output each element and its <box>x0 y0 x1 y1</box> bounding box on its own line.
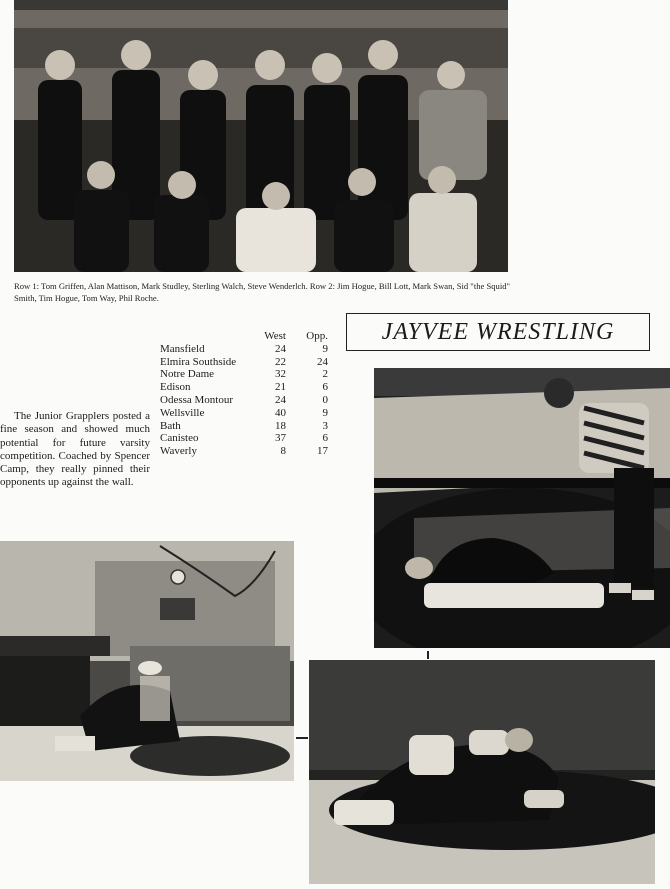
opponent-name: Odessa Montour <box>160 393 234 406</box>
opp-score: 2 <box>322 368 328 381</box>
divider-tick <box>427 651 429 659</box>
referee-photo <box>374 368 670 648</box>
opp-score: 3 <box>322 419 328 432</box>
west-score: 32 <box>275 368 286 381</box>
score-row <box>160 394 330 407</box>
header-opp: Opp. <box>306 330 328 342</box>
score-table <box>160 330 340 458</box>
west-score: 21 <box>275 381 286 394</box>
opp-score: 6 <box>322 432 328 445</box>
west-score: 18 <box>275 419 286 432</box>
opponent-name: Wellsville <box>160 406 205 419</box>
opp-score: 24 <box>317 355 328 368</box>
section-title: JAYVEE WRESTLING <box>381 318 615 345</box>
divider-dash <box>296 737 308 739</box>
score-row <box>160 343 330 356</box>
west-score: 40 <box>275 406 286 419</box>
opp-score: 17 <box>317 445 328 458</box>
score-row <box>160 356 330 369</box>
west-score: 24 <box>275 342 286 355</box>
header-west: West <box>264 330 286 342</box>
score-header-row <box>160 330 330 343</box>
opp-score: 9 <box>322 342 328 355</box>
opponent-name: Canisteo <box>160 432 199 445</box>
header-team <box>160 330 252 343</box>
section-title-box <box>346 313 650 351</box>
season-summary-text: The Junior Grapplers posted a fine season and showed much potential for future varsity competition. Coached by Spencer Camp, they really pinned their opponents up against the wall. <box>0 410 150 489</box>
opponent-name: Notre Dame <box>160 368 215 381</box>
season-summary <box>0 410 150 490</box>
opponent-name: Mansfield <box>160 342 205 355</box>
opponent-name: Waverly <box>160 445 197 458</box>
score-row <box>160 368 330 381</box>
west-score: 24 <box>275 393 286 406</box>
score-row <box>160 420 330 433</box>
west-score: 37 <box>275 432 286 445</box>
wrestling-match-photo <box>309 660 655 884</box>
opponent-name: Edison <box>160 381 191 394</box>
team-photo <box>14 0 508 272</box>
score-row <box>160 381 330 394</box>
opponent-name: Elmira Southside <box>160 355 237 368</box>
opp-score: 0 <box>322 393 328 406</box>
gym-match-photo <box>0 541 294 781</box>
score-row <box>160 407 330 420</box>
west-score: 8 <box>280 445 286 458</box>
photo-caption: Row 1: Tom Griffen, Alan Mattison, Mark Studley, Sterling Walch, Steve Wenderlch. Row 2: Jim Hogue, Bill Lott, Mark Swan, Sid "the Squid" Smith, Tim Hogue, Tom Way, Phil Roche. <box>14 281 511 303</box>
score-row <box>160 432 330 445</box>
score-row <box>160 445 330 458</box>
opp-score: 9 <box>322 406 328 419</box>
west-score: 22 <box>275 355 286 368</box>
opponent-name: Bath <box>160 419 181 432</box>
opp-score: 6 <box>322 381 328 394</box>
